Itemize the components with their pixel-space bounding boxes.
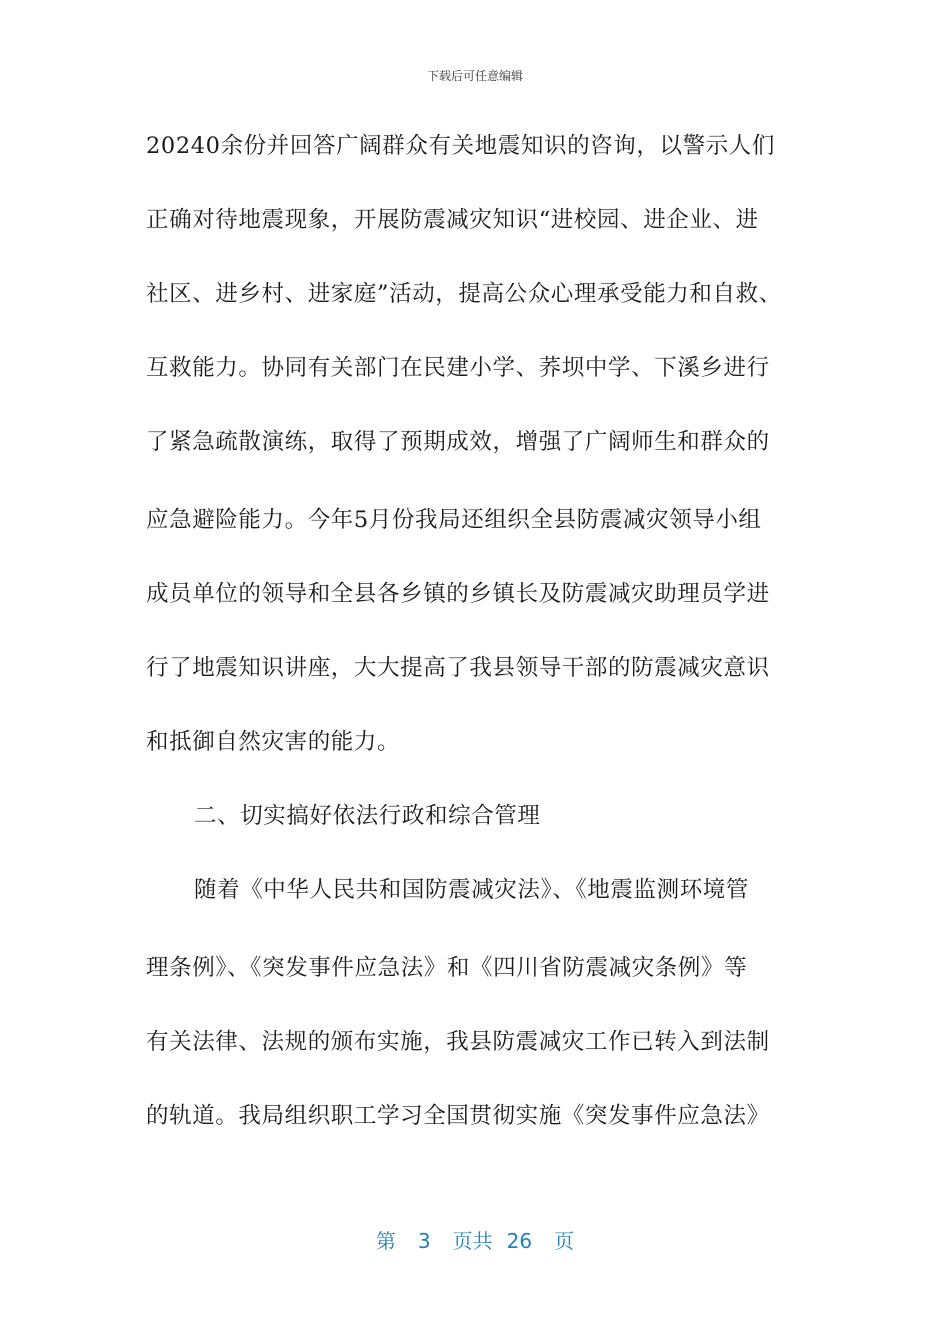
footer-page-number: 3 [417, 1229, 431, 1253]
body-line: 互救能力。协同有关部门在民建小学、荞坝中学、下溪乡进行 [146, 355, 770, 381]
section-heading: 二、切实搞好依法行政和综合管理 [194, 803, 541, 829]
body-line: 20240余份并回答广阔群众有关地震知识的咨询，以警示人们 [146, 133, 775, 159]
body-line: 有关法律、法规的颁布实施，我县防震减灾工作已转入到法制 [146, 1029, 770, 1055]
footer-label-post: 页 [554, 1229, 575, 1253]
body-line: 了紧急疏散演练，取得了预期成效，增强了广阔师生和群众的 [146, 429, 770, 455]
footer-total-pages: 26 [506, 1229, 533, 1253]
body-line: 社区、进乡村、进家庭”活动，提高公众心理承受能力和自救、 [146, 281, 782, 307]
body-line: 正确对待地震现象，开展防震减灾知识“进校园、进企业、进 [146, 207, 759, 233]
body-line: 成员单位的领导和全县各乡镇的乡镇长及防震减灾助理员学进 [146, 581, 770, 607]
page-header: 下载后可任意编辑 [426, 69, 523, 83]
footer-label-pre: 第 [375, 1229, 396, 1253]
body-line: 随着《中华人民共和国防震减灾法》、《地震监测环境管 [194, 877, 750, 903]
footer-label-mid: 页共 [452, 1229, 493, 1253]
body-line: 行了地震知识讲座，大大提高了我县领导干部的防震减灾意识 [146, 655, 770, 681]
body-line: 理条例》、《突发事件应急法》和《四川省防震减灾条例》等 [146, 955, 748, 981]
body-line: 和抵御自然灾害的能力。 [146, 729, 401, 755]
body-line: 的轨道。我局组织职工学习全国贯彻实施《突发事件应急法》 [146, 1103, 770, 1129]
body-line: 应急避险能力。今年5月份我局还组织全县防震减灾领导小组 [146, 507, 762, 533]
page-footer [0, 1225, 950, 1254]
